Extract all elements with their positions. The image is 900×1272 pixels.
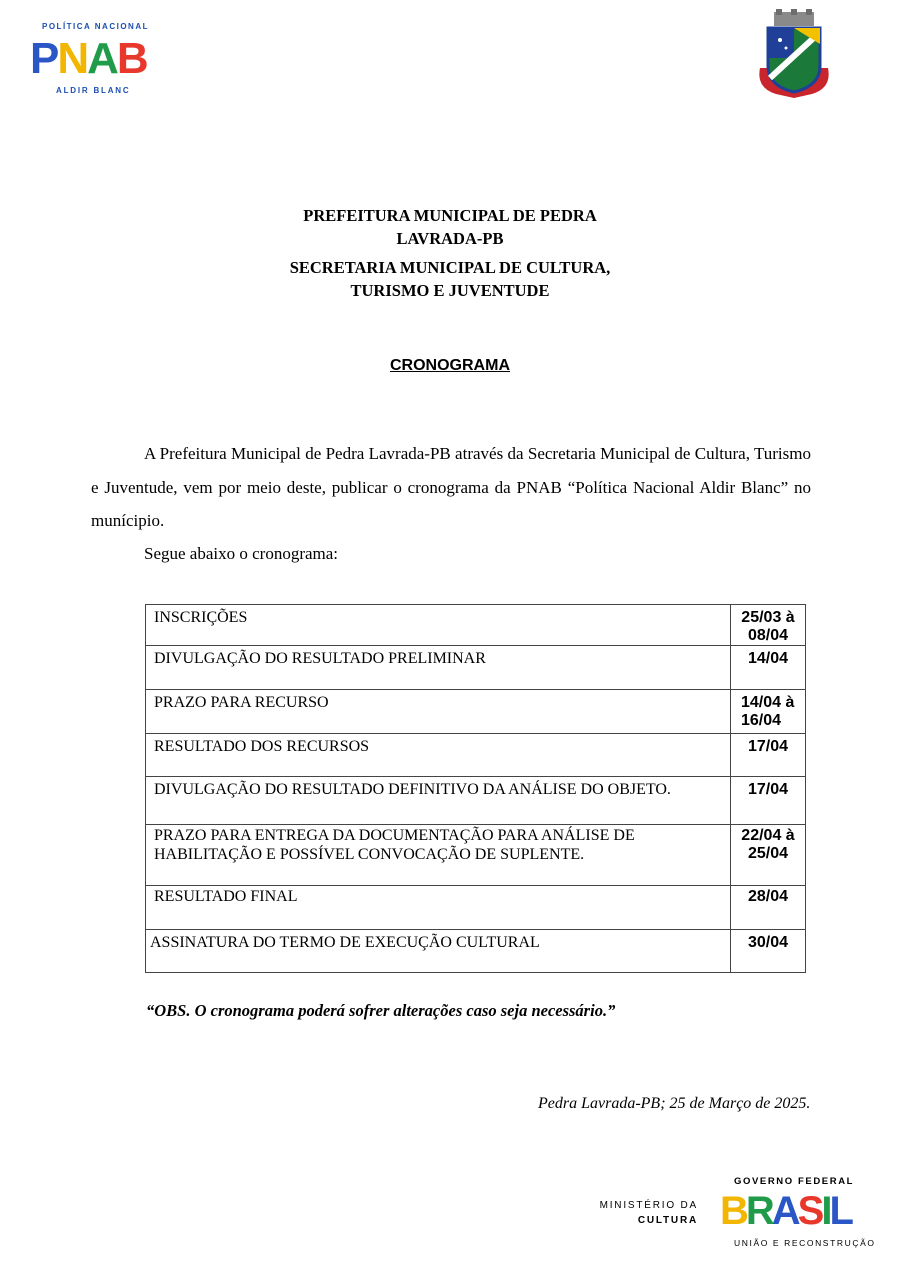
schedule-label: PRAZO PARA RECURSO (146, 690, 731, 734)
table-row (146, 690, 806, 734)
schedule-label: ASSINATURA DO TERMO DE EXECUÇÃO CULTURAL (146, 930, 731, 973)
schedule-date: 14/04 (731, 646, 806, 690)
header-secretaria (0, 256, 900, 302)
table-row (146, 777, 806, 825)
ministry-line-1: MINISTÉRIO DA (599, 1200, 698, 1211)
schedule-label: PRAZO PARA ENTREGA DA DOCUMENTAÇÃO PARA ANÁLISE DE HABILITAÇÃO E POSSÍVEL CONVOCAÇÃO DE SUPLENTE. (146, 825, 731, 886)
obs-note: “OBS. O cronograma poderá sofrer alterações caso seja necessário.” (146, 1001, 616, 1020)
gov-letter: B (720, 1189, 746, 1233)
pnab-logo-top-text: POLÍTICA NACIONAL (42, 22, 149, 31)
schedule-date: 30/04 (731, 930, 806, 973)
table-row (146, 825, 806, 886)
gov-letter: L (829, 1189, 851, 1233)
pnab-logo (30, 22, 175, 100)
schedule-date: 22/04 à 25/04 (731, 825, 806, 886)
government-logo-letters (720, 1190, 851, 1232)
schedule-label: DIVULGAÇÃO DO RESULTADO DEFINITIVO DA ANÁLISE DO OBJETO. (146, 777, 731, 825)
table-row (146, 930, 806, 973)
schedule-label: RESULTADO FINAL (146, 886, 731, 930)
header-line-3: SECRETARIA MUNICIPAL DE CULTURA, (289, 258, 611, 277)
ministry-line-2: CULTURA (637, 1215, 698, 1226)
table-row (146, 605, 806, 646)
table-row (146, 734, 806, 777)
schedule-date: 25/03 à 08/04 (731, 605, 806, 646)
schedule-date: 17/04 (731, 734, 806, 777)
header-prefeitura (0, 204, 900, 250)
schedule-label: DIVULGAÇÃO DO RESULTADO PRELIMINAR (146, 646, 731, 690)
pnab-logo-letters (30, 34, 147, 84)
government-logo-top-text: GOVERNO FEDERAL (734, 1176, 855, 1187)
body-paragraph: A Prefeitura Municipal de Pedra Lavrada-PB através da Secretaria Municipal de Cultura, Turismo e Juventude, vem por meio deste, publicar o cronograma da PNAB “Política Nacional Aldir Blanc” no munícipio. (91, 444, 811, 530)
pnab-letter-p: P (30, 34, 58, 83)
header-line-1: PREFEITURA MUNICIPAL DE PEDRA (303, 206, 597, 225)
government-logo-bottom-text: UNIÃO E RECONSTRUÇÃO (734, 1238, 876, 1248)
pnab-logo-bottom-text: ALDIR BLANC (56, 86, 131, 95)
pnab-letter-b: B (116, 34, 147, 83)
government-logo (718, 1176, 880, 1250)
coat-of-arms-icon (752, 8, 836, 102)
gov-letter: I (821, 1189, 830, 1233)
place-date: Pedra Lavrada-PB; 25 de Março de 2025. (538, 1095, 811, 1112)
gov-letter: S (797, 1189, 822, 1233)
schedule-label: RESULTADO DOS RECURSOS (146, 734, 731, 777)
schedule-table (145, 604, 806, 973)
table-row (146, 886, 806, 930)
schedule-label: INSCRIÇÕES (146, 605, 731, 646)
schedule-date: 17/04 (731, 777, 806, 825)
gov-letter: R (745, 1189, 772, 1233)
header-line-2: LAVRADA-PB (396, 229, 504, 248)
schedule-date: 14/04 à 16/04 (731, 690, 806, 734)
schedule-date: 28/04 (731, 886, 806, 930)
pnab-letter-n: N (57, 34, 88, 83)
header-line-4: TURISMO E JUVENTUDE (350, 281, 550, 300)
schedule-intro: Segue abaixo o cronograma: (144, 544, 339, 563)
pnab-letter-a: A (87, 34, 117, 83)
gov-letter: A (771, 1189, 798, 1233)
table-row (146, 646, 806, 690)
document-title: CRONOGRAMA (390, 357, 510, 374)
ministry-logo (590, 1198, 698, 1228)
